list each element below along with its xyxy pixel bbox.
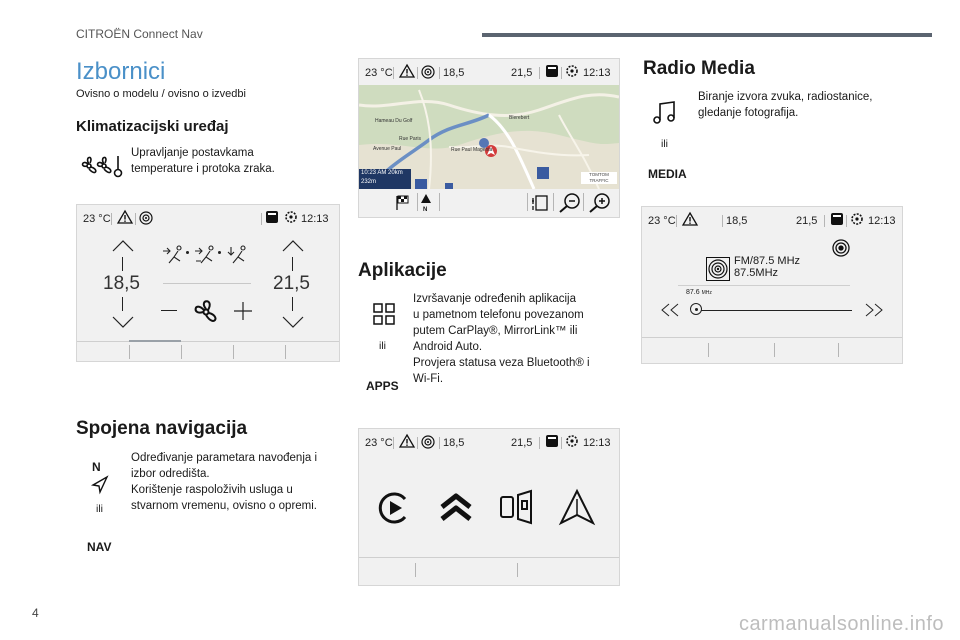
watermark-text: carmanualsonline.info — [738, 613, 944, 635]
mirrorlink-icon[interactable] — [439, 493, 473, 528]
airflow-feet-button[interactable] — [225, 245, 249, 270]
status-divider — [417, 437, 418, 449]
status-right-temp: 21,5 — [511, 67, 533, 79]
climate-desc-line: temperature i protoka zraka. — [131, 163, 275, 175]
map-settings-icon[interactable] — [531, 194, 549, 217]
map-toolbar — [359, 189, 619, 217]
toolbar-divider — [417, 193, 418, 211]
status-divider — [393, 67, 394, 79]
status-divider — [561, 437, 562, 449]
status-divider — [676, 215, 677, 227]
location-icon — [139, 211, 153, 228]
navigation-description — [131, 450, 317, 514]
settings-icon — [284, 210, 298, 227]
phone-icon — [830, 212, 844, 229]
dot-separator — [186, 251, 189, 254]
status-time: 12:13 — [868, 215, 896, 227]
status-divider — [393, 437, 394, 449]
right-temp-down-button[interactable] — [281, 315, 305, 334]
destination-flag-icon[interactable] — [395, 195, 409, 216]
left-temp-down-button[interactable] — [111, 315, 135, 334]
bottom-tab-divider — [129, 345, 130, 359]
airflow-face-feet-button[interactable] — [193, 245, 217, 270]
warning-icon — [399, 434, 415, 451]
status-time: 12:13 — [583, 437, 611, 449]
radio-or-label: ili — [661, 138, 668, 150]
fan-icon — [192, 298, 220, 331]
tuner-frequency-unit: MHz — [701, 290, 712, 296]
radio-desc-line: gledanje fotografija. — [698, 107, 799, 119]
screen-bottom-divider — [642, 337, 902, 338]
phone-connect-icon[interactable] — [499, 489, 535, 530]
apps-desc-line: Android Auto. — [413, 341, 483, 353]
tuner-frequency-label — [686, 289, 712, 296]
apps-desc-line: putem CarPlay®, MirrorLink™ ili — [413, 325, 578, 337]
eta-box — [359, 169, 411, 189]
phone-icon — [265, 210, 279, 227]
apps-desc-line: Wi-Fi. — [413, 373, 444, 385]
climate-description — [131, 145, 275, 177]
nav-button-label: NAV — [87, 540, 112, 554]
settings-icon — [565, 434, 579, 451]
divider — [163, 283, 251, 284]
map-view[interactable] — [359, 85, 619, 189]
broadcast-icon[interactable] — [832, 239, 850, 262]
climate-desc-line: Upravljanje postavkama — [131, 147, 254, 159]
page-subtitle: Ovisno o modelu / ovisno o izvedbi — [76, 88, 246, 100]
airflow-face-button[interactable] — [161, 245, 185, 270]
location-icon — [421, 435, 435, 452]
map-place-label: Rue Paul Magenta — [451, 147, 493, 153]
status-divider — [846, 215, 847, 227]
temp-tick — [122, 257, 123, 271]
status-bar — [77, 205, 339, 231]
active-tab-indicator — [129, 340, 181, 342]
phone-icon — [545, 64, 559, 81]
bottom-tab-divider — [774, 343, 775, 357]
radio-heading: Radio Media — [643, 58, 755, 79]
navigation-heading: Spojena navigacija — [76, 418, 248, 439]
screen-bottom-divider — [77, 341, 339, 342]
bottom-tab-divider — [517, 563, 518, 577]
fan-decrease-button[interactable] — [161, 310, 177, 311]
settings-icon — [850, 212, 864, 229]
apps-description — [413, 291, 590, 387]
status-left-temp: 18,5 — [443, 437, 465, 449]
bottom-tab-divider — [415, 563, 416, 577]
apps-desc-line: u pametnom telefonu povezanom — [413, 309, 584, 321]
status-time: 12:13 — [583, 67, 611, 79]
status-divider — [539, 67, 540, 79]
status-bar — [359, 429, 619, 455]
phone-icon — [545, 434, 559, 451]
screen-bottom-divider — [359, 557, 619, 558]
apps-desc-line: Provjera statusa veza Bluetooth® i — [413, 357, 590, 369]
status-left-temp: 18,5 — [726, 215, 748, 227]
station-info — [734, 255, 800, 279]
bottom-tab-divider — [708, 343, 709, 357]
radio-station-icon — [706, 257, 730, 286]
eta-time: 10:23 AM 20km — [361, 170, 403, 176]
bottom-tab-divider — [838, 343, 839, 357]
status-divider — [539, 437, 540, 449]
status-temperature: 23 °C — [365, 67, 393, 79]
north-icon: N — [92, 460, 101, 474]
fan-increase-button[interactable] — [233, 301, 253, 326]
page-title: Izbornici — [76, 58, 166, 85]
zoom-out-icon[interactable] — [559, 193, 581, 218]
radio-button-label: MEDIA — [648, 167, 687, 181]
toolbar-divider — [553, 193, 554, 211]
right-temp-up-button[interactable] — [281, 239, 305, 258]
station-band: FM/87.5 MHz — [734, 255, 801, 267]
left-temp-up-button[interactable] — [111, 239, 135, 258]
status-divider — [439, 437, 440, 449]
apps-desc-line: Izvršavanje određenih aplikacija — [413, 293, 577, 305]
station-frequency: 87.5MHz — [734, 267, 779, 279]
toolbar-divider — [527, 193, 528, 211]
status-divider — [439, 67, 440, 79]
map-place-label: Blerebert — [509, 115, 530, 121]
right-temperature: 21,5 — [273, 273, 310, 294]
status-time: 12:13 — [301, 213, 329, 225]
apps-button-label: APPS — [366, 379, 399, 393]
bottom-tab-divider — [285, 345, 286, 359]
temp-tick — [292, 257, 293, 271]
status-divider — [261, 213, 262, 225]
nav-desc-line: Određivanje parametara navođenja i — [131, 452, 318, 464]
brand-header: CITROËN Connect Nav — [76, 27, 203, 41]
page-number: 4 — [32, 606, 39, 620]
climate-icon — [80, 152, 124, 185]
status-bar — [642, 207, 902, 233]
radio-screen — [641, 206, 903, 364]
divider — [678, 285, 850, 286]
temp-tick — [292, 297, 293, 311]
apps-screen — [358, 428, 620, 586]
radio-desc-line: Biranje izvora zvuka, radiostanice, — [698, 91, 873, 103]
zoom-in-icon[interactable] — [589, 193, 611, 218]
seek-forward-button[interactable] — [862, 303, 884, 322]
status-temperature: 23 °C — [648, 215, 676, 227]
tuner-slider-handle-dot — [695, 308, 698, 311]
nav-desc-line: stvarnom vremenu, ovisno o opremi. — [131, 500, 317, 512]
apps-or-label: ili — [379, 340, 386, 352]
svg-text:N: N — [423, 207, 428, 213]
status-divider — [561, 67, 562, 79]
status-right-temp: 21,5 — [511, 437, 533, 449]
bottom-tab-divider — [181, 345, 182, 359]
status-divider — [135, 213, 136, 225]
bottom-tab-divider — [233, 345, 234, 359]
android-auto-icon[interactable] — [559, 489, 595, 530]
status-divider — [824, 215, 825, 227]
apps-grid-icon — [373, 303, 395, 330]
status-divider — [722, 215, 723, 227]
warning-icon — [682, 212, 698, 229]
dot-separator — [218, 251, 221, 254]
status-temperature: 23 °C — [365, 437, 393, 449]
next-turn-distance: 232m — [361, 179, 377, 185]
map-place-label: Avenue Paul — [373, 146, 402, 152]
map-place-label: Rue Paris — [399, 136, 421, 142]
status-divider — [417, 67, 418, 79]
radio-description — [698, 89, 873, 121]
location-icon — [421, 65, 435, 82]
map-place-label: Hameau Du Golf — [375, 118, 413, 124]
tuner-slider-track[interactable] — [692, 310, 852, 311]
apps-heading: Aplikacije — [358, 260, 447, 281]
warning-icon — [117, 210, 133, 227]
toolbar-divider — [583, 193, 584, 211]
nav-or-label: ili — [96, 503, 103, 515]
traffic-logo: TOMTOM TRAFFIC — [581, 172, 617, 184]
status-right-temp: 21,5 — [796, 215, 818, 227]
nav-desc-line: Korištenje raspoloživih usluga u — [131, 484, 293, 496]
climate-heading: Klimatizacijski uređaj — [76, 118, 229, 135]
tuner-frequency-value: 87.6 — [686, 289, 700, 296]
status-divider — [111, 213, 112, 225]
nav-desc-line: izbor odredišta. — [131, 468, 210, 480]
status-left-temp: 18,5 — [443, 67, 465, 79]
left-temperature: 18,5 — [103, 273, 140, 294]
music-note-icon — [652, 100, 678, 131]
compass-north-icon[interactable] — [419, 193, 433, 218]
warning-icon — [399, 64, 415, 81]
map-screen — [358, 58, 620, 218]
status-bar — [359, 59, 619, 85]
status-temperature: 23 °C — [83, 213, 111, 225]
climate-screen — [76, 204, 340, 362]
settings-icon — [565, 64, 579, 81]
header-rule — [482, 33, 932, 37]
seek-back-button[interactable] — [660, 303, 682, 322]
temp-tick — [122, 297, 123, 311]
carplay-icon[interactable] — [377, 491, 411, 530]
toolbar-divider — [439, 193, 440, 211]
nav-arrow-icon — [90, 475, 110, 500]
